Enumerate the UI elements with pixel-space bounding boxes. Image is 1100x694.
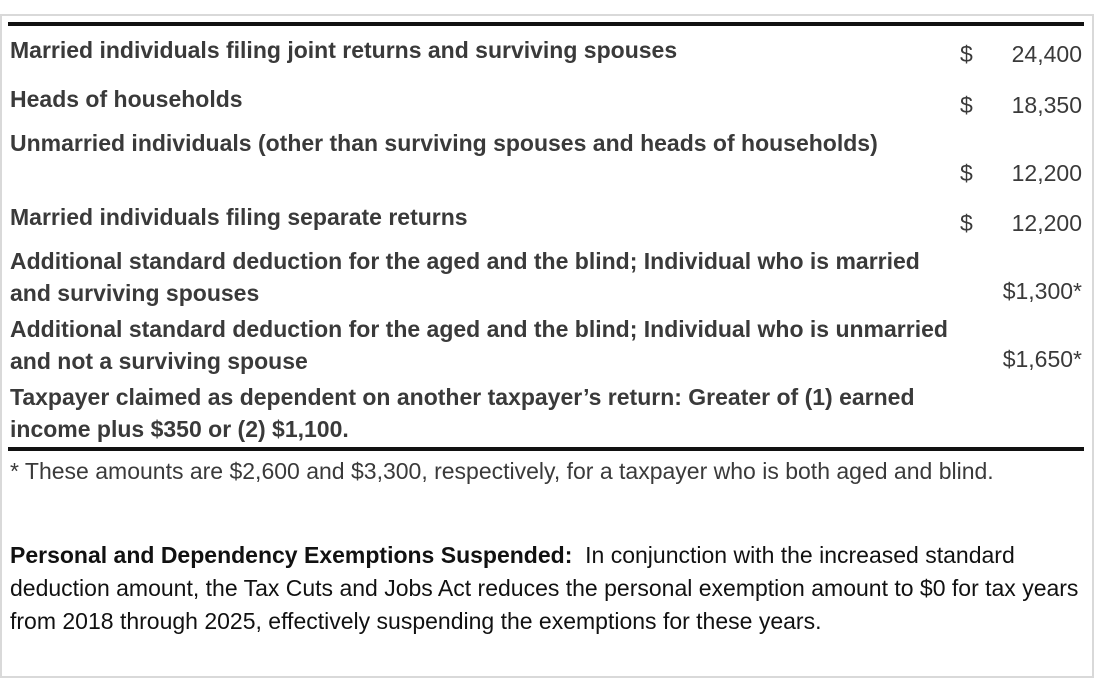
amount-value: 12,200 xyxy=(1011,160,1082,186)
exemptions-paragraph xyxy=(10,539,1080,638)
amount-value: 18,350 xyxy=(1011,92,1082,118)
row-amount xyxy=(960,89,1082,121)
amount-value: 12,200 xyxy=(1011,210,1082,236)
amount-value: 24,400 xyxy=(1011,41,1082,67)
row-label: Heads of households xyxy=(10,86,243,112)
currency-symbol: $ xyxy=(960,160,973,186)
row-label: Married individuals filing separate returns xyxy=(10,204,468,230)
currency-symbol: $ xyxy=(960,41,973,67)
row-amount xyxy=(960,157,1082,189)
row-label: Married individuals filing joint returns and surviving spouses xyxy=(10,37,678,63)
row-amount: $1,650* xyxy=(1002,346,1082,372)
row-label: Taxpayer claimed as dependent on another taxpayer’s return: Greater of (1) earned income plus $350 or (2) $1,100. xyxy=(10,384,915,442)
exemptions-heading: Personal and Dependency Exemptions Suspended: xyxy=(10,542,573,568)
row-amount: $1,300* xyxy=(1002,278,1082,304)
row-label: Additional standard deduction for the aged and the blind; Individual who is married and surviving spouses xyxy=(10,248,920,306)
row-amount xyxy=(960,207,1082,239)
currency-symbol: $ xyxy=(960,92,973,118)
row-amount xyxy=(960,38,1082,70)
footnote: * These amounts are $2,600 and $3,300, respectively, for a taxpayer who is both aged and blind. xyxy=(10,458,994,484)
table-bottom-rule xyxy=(8,447,1084,451)
row-label: Additional standard deduction for the aged and the blind; Individual who is unmarried and not a surviving spouse xyxy=(10,316,948,374)
row-label: Unmarried individuals (other than surviving spouses and heads of households) xyxy=(10,130,878,156)
table-top-rule xyxy=(8,22,1084,26)
exemptions-body: In conjunction with the increased standard deduction amount, the Tax Cuts and Jobs Act reduces the personal exemption amount to $0 for tax years from 2018 through 2025, effectively suspending the exemptions for these years. xyxy=(10,542,1079,634)
currency-symbol: $ xyxy=(960,210,973,236)
